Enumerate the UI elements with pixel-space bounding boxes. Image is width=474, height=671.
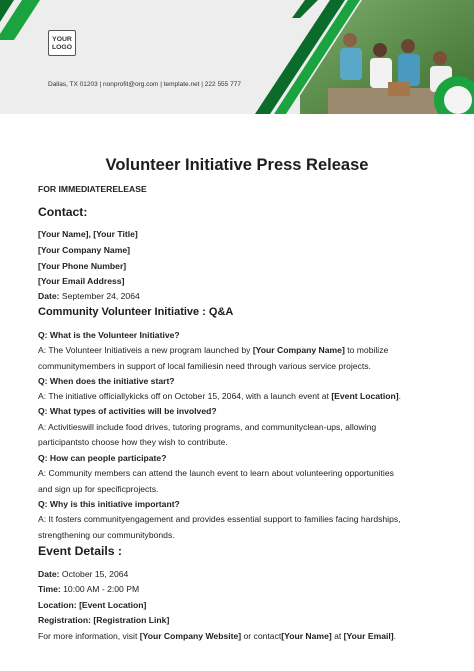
question-4: Q: How can people participate? <box>38 453 167 463</box>
volunteers-photo <box>300 0 474 114</box>
event-time-value: 10:00 AM - 2:00 PM <box>63 584 140 594</box>
answer-3-line-1: A: Activitieswill include food drives, tutoring programs, and communityclean-ups, allowing <box>38 422 377 432</box>
answer-5-line-2: strengthening our communitybonds. <box>38 530 175 540</box>
answer-2-location: [Event Location] <box>331 391 399 401</box>
company-logo <box>48 30 76 56</box>
more-info-end: . <box>393 631 397 641</box>
logo-line-1: YOUR <box>52 36 72 43</box>
answer-1-company: [Your Company Name] <box>252 345 345 355</box>
logo-line-2: LOGO <box>51 44 72 51</box>
header-banner <box>0 0 474 114</box>
contact-date <box>38 291 140 301</box>
answer-1-line-1 <box>38 345 388 355</box>
contact-heading: Contact: <box>38 205 88 219</box>
page-title: Volunteer Initiative Press Release <box>105 156 369 174</box>
more-info-at: at <box>331 631 344 641</box>
answer-2 <box>38 391 401 401</box>
event-registration-value: [Registration Link] <box>93 615 170 625</box>
qa-heading: Community Volunteer Initiative : Q&A <box>38 306 234 318</box>
answer-1-text: A: The Volunteer Initiativeis a new program launched by <box>38 345 253 355</box>
event-time <box>38 584 139 594</box>
more-info-mid: or contact <box>241 631 282 641</box>
contact-company: [Your Company Name] <box>38 245 130 255</box>
question-3: Q: What types of activities will be involved? <box>38 406 217 416</box>
question-2: Q: When does the initiative start? <box>38 376 175 386</box>
event-registration-label: Registration: <box>38 615 91 625</box>
answer-4-line-1: A: Community members can attend the launch event to learn about volunteering opportunities <box>38 468 394 478</box>
header-contact-line: Dallas, TX 01203 | nonprofit@org.com | template.net | 222 555 777 <box>48 81 241 88</box>
answer-1-line-2: communitymembers in support of local familiesin need through various service projects. <box>38 361 371 371</box>
answer-3-line-2: participantsto choose how they wish to contribute. <box>38 437 228 447</box>
release-tag: FOR IMMEDIATERELEASE <box>38 184 147 194</box>
event-date <box>38 569 128 579</box>
answer-5-line-1: A: It fosters communityengagement and provides essential support to families facing hardships, <box>38 514 401 524</box>
event-date-label: Date: <box>38 569 60 579</box>
answer-2-tail: . <box>398 391 402 401</box>
more-info-website: [Your Company Website] <box>139 631 242 641</box>
event-date-value: October 15, 2064 <box>61 569 129 579</box>
question-1: Q: What is the Volunteer Initiative? <box>38 330 180 340</box>
event-location-value: [Event Location] <box>79 600 147 610</box>
more-info-text: For more information, visit <box>38 631 140 641</box>
more-info-email: [Your Email] <box>343 631 394 641</box>
more-info-line <box>38 631 396 641</box>
contact-email: [Your Email Address] <box>38 276 125 286</box>
answer-2-text: A: The initiative officiallykicks off on October 15, 2064, with a launch event at <box>38 391 332 401</box>
event-location <box>38 600 146 610</box>
contact-name-title: [Your Name], [Your Title] <box>38 229 138 239</box>
event-time-label: Time: <box>38 584 61 594</box>
question-5: Q: Why is this initiative important? <box>38 499 180 509</box>
event-registration <box>38 615 169 625</box>
event-location-label: Location: <box>38 600 77 610</box>
contact-phone: [Your Phone Number] <box>38 261 127 271</box>
more-info-name: [Your Name] <box>281 631 332 641</box>
event-heading: Event Details : <box>38 544 122 558</box>
contact-date-label: Date: <box>38 291 60 301</box>
answer-4-line-2: and sign up for specificprojects. <box>38 484 159 494</box>
answer-1-tail: to mobilize <box>344 345 389 355</box>
contact-date-value: September 24, 2064 <box>61 291 140 301</box>
